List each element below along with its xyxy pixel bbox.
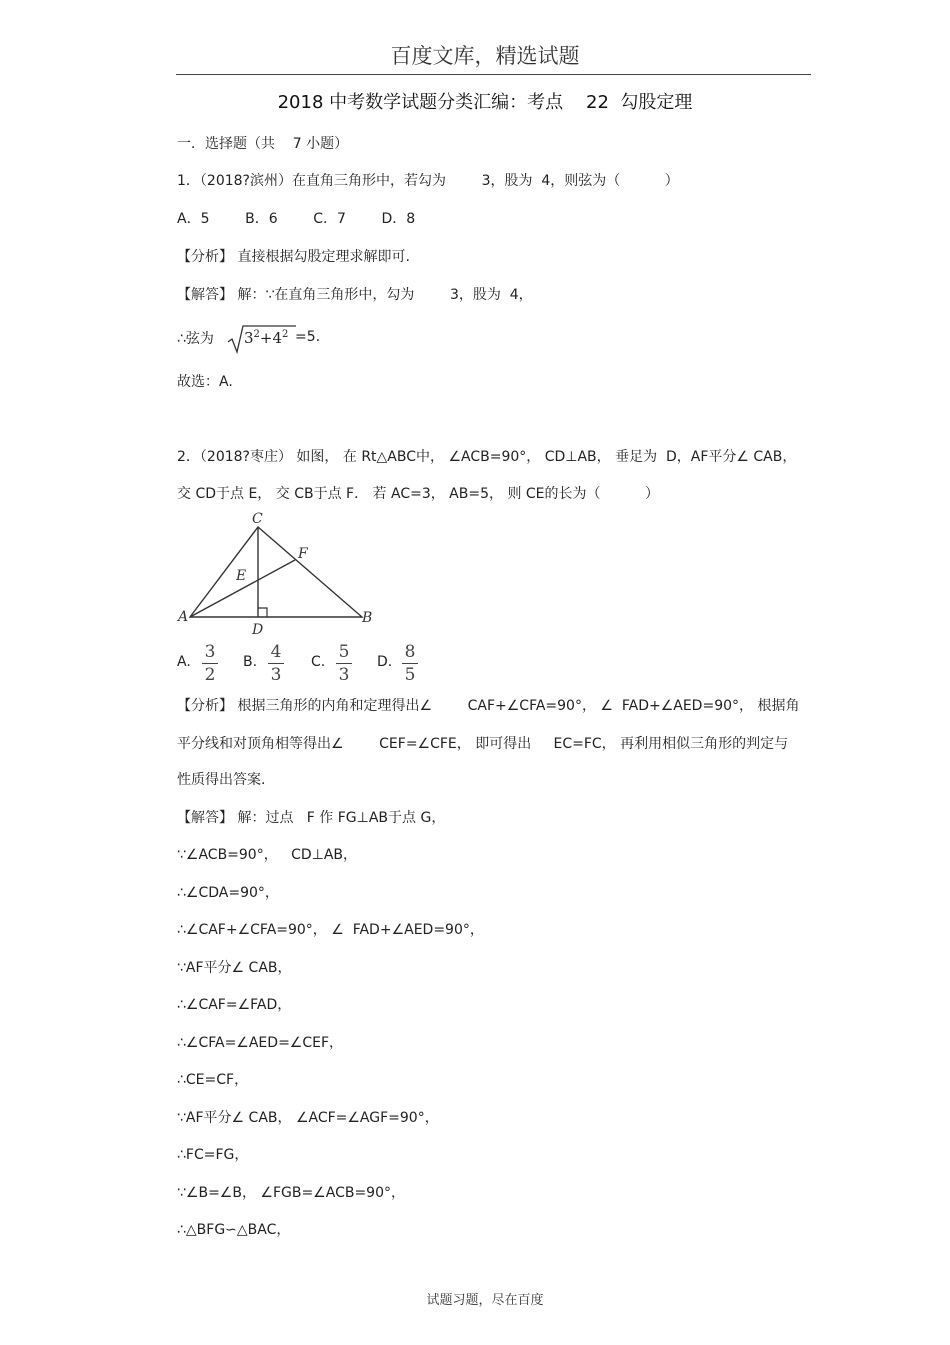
choice-label: C. <box>311 654 326 670</box>
q1-choices: A．5 B．6 C．7 D．8 <box>177 211 416 227</box>
document-title: 2018 中考数学试题分类汇编：考点 22 勾股定理 <box>277 92 693 113</box>
q1-hyp-label: ∴弦为 <box>177 331 214 347</box>
q2-solution-step: ∵AF平分∠ CAB， ∠ACF=∠AGF=90°， <box>177 1110 439 1126</box>
choice-label: B. <box>243 654 258 670</box>
sqrt-expression <box>226 323 296 355</box>
q1-answer: 故选：A. <box>177 374 233 390</box>
q1-analysis: 【分析】 直接根据勾股定理求解即可. <box>177 249 410 265</box>
q2-solution-step: ∴CE=CF， <box>177 1072 249 1088</box>
q2-stem-line2: 交 CD于点 E， 交 CB于点 F． 若 AC=3， AB=5， 则 CE的长为（ ） <box>177 486 660 502</box>
label-a: A <box>178 609 189 625</box>
choice-label: A. <box>177 654 191 670</box>
q2-solution-step: ∴∠CAF+∠CFA=90°， ∠ FAD+∠AED=90°， <box>177 922 484 938</box>
q2-analysis-line2: 平分线和对顶角相等得出∠ CEF=∠CFE， 即可得出 EC=FC， 再利用相似三角形的判定与 <box>177 736 789 752</box>
q2-solution-step: ∴FC=FG， <box>177 1147 249 1163</box>
q2-analysis-line1: 【分析】 根据三角形的内角和定理得出∠ CAF+∠CFA=90°， ∠ FAD+∠AED=90°， 根据角 <box>177 698 800 714</box>
fraction: 5 3 <box>336 642 352 685</box>
footer-text: 试题习题，尽在百度 <box>426 1293 544 1308</box>
q2-solution-step: ∴∠CFA=∠AED=∠CEF， <box>177 1035 344 1051</box>
choice-label: D. <box>377 654 393 670</box>
q2-solution-step: ∴∠CAF=∠FAD， <box>177 997 292 1013</box>
label-b: B <box>362 610 373 626</box>
q2-stem-line1: 2．（2018?枣庄） 如图， 在 Rt△ABC中， ∠ACB=90°， CD⊥AB， 垂足为 D，AF平分∠ CAB， <box>177 449 797 465</box>
label-e: E <box>236 568 247 584</box>
right-angle-mark <box>258 608 267 617</box>
header-divider <box>176 74 811 75</box>
label-c: C <box>252 511 263 527</box>
fraction: 8 5 <box>402 642 418 685</box>
triangle-figure <box>174 508 384 642</box>
q2-solution-step: ∴△BFG∽△BAC， <box>177 1222 291 1238</box>
section-heading: 一．选择题（共 7 小题） <box>177 136 349 152</box>
fraction: 4 3 <box>268 642 284 685</box>
triangle-diagram <box>174 508 384 638</box>
q1-stem: 1．（2018?滨州）在直角三角形中，若勾为 3，股为 4，则弦为（ ） <box>177 173 679 189</box>
q2-solution-step: ∵∠B=∠B， ∠FGB=∠ACB=90°， <box>177 1185 405 1201</box>
q2-solution-step: ∵AF平分∠ CAB， <box>177 960 292 976</box>
fraction: 3 2 <box>202 642 218 685</box>
q1-solution-intro: 【解答】 解：∵在直角三角形中，勾为 3，股为 4， <box>177 287 533 303</box>
q1-hyp-result: =5. <box>295 329 321 345</box>
radicand: $3^2+4^2$ <box>244 329 289 347</box>
q2-solution-step: ∵∠ACB=90°， CD⊥AB， <box>177 847 357 863</box>
label-d: D <box>252 622 264 638</box>
q2-solution-step: ∴∠CDA=90°， <box>177 885 279 901</box>
label-f: F <box>298 546 308 562</box>
q2-solution-step: 【解答】 解：过点 F 作 FG⊥AB于点 G， <box>177 810 446 826</box>
q2-analysis-line3: 性质得出答案. <box>177 772 266 788</box>
header-title: 百度文库，精选试题 <box>390 44 580 68</box>
